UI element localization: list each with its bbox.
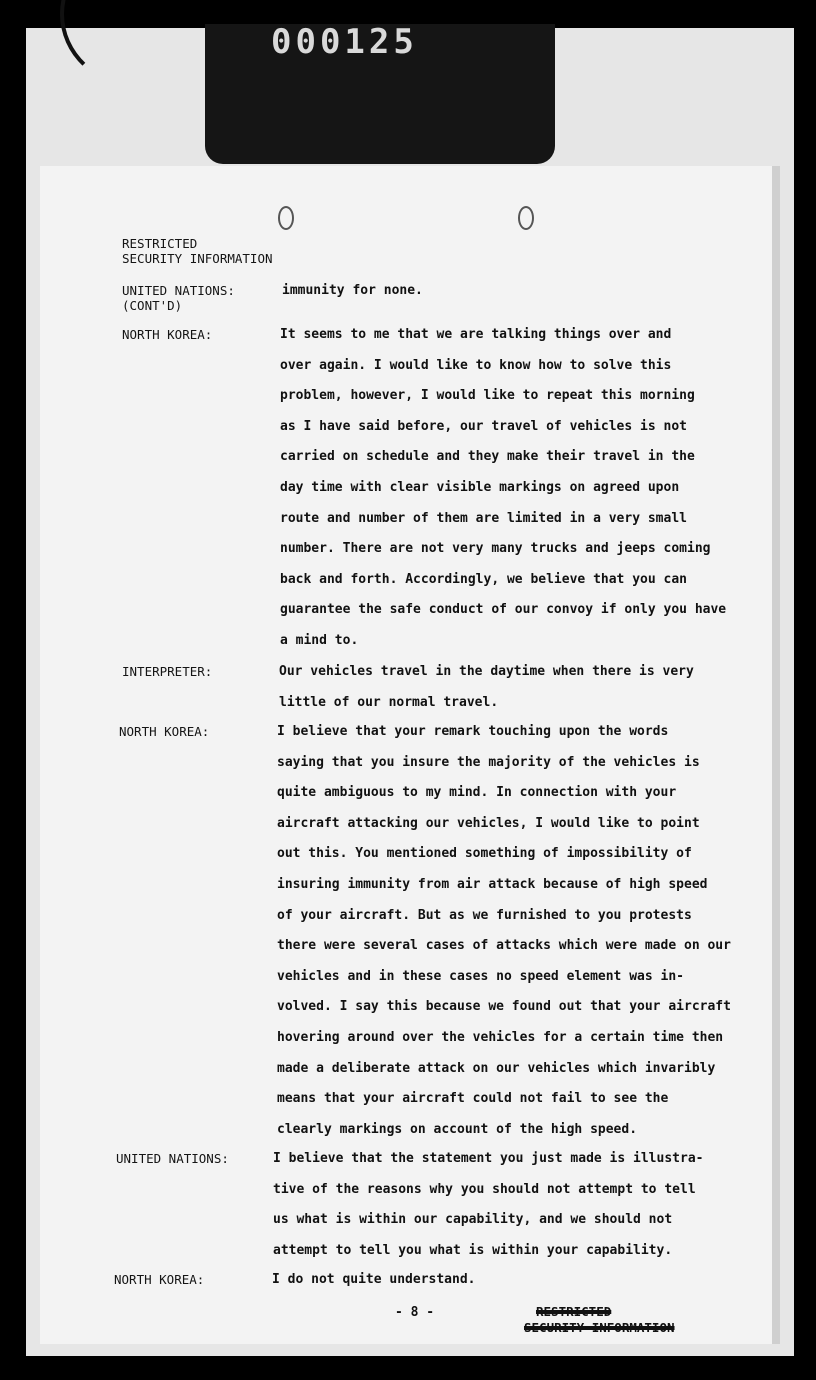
punch-hole-left [278, 206, 294, 230]
transcript-line: I do not quite understand. [272, 1272, 476, 1287]
punch-hole-right [518, 206, 534, 230]
speaker-label: (CONT'D) [122, 298, 183, 313]
transcript-line: hovering around over the vehicles for a certain time then [277, 1030, 724, 1045]
speaker-label: UNITED NATIONS: [122, 283, 235, 298]
transcript-line: I believe that the statement you just made is illustra- [273, 1151, 704, 1166]
transcript-line: insuring immunity from air attack because of high speed [277, 877, 708, 892]
transcript-line: I believe that your remark touching upon the words [277, 724, 669, 739]
counter-clip [205, 24, 555, 164]
transcript-line: attempt to tell you what is within your capability. [273, 1242, 673, 1258]
transcript-line: route and number of them are limited in a very small [280, 510, 687, 526]
transcript-line: clearly markings on account of the high speed. [277, 1121, 638, 1137]
speaker-label: NORTH KOREA: [119, 724, 210, 739]
footer-restricted-struck: RESTRICTED [536, 1304, 612, 1319]
header-restricted: RESTRICTED [122, 236, 198, 251]
speaker-label: INTERPRETER: [122, 664, 213, 679]
transcript-line: aircraft attacking our vehicles, I would like to point [277, 815, 700, 831]
transcript-line: there were several cases of attacks which were made on our [277, 938, 731, 954]
transcript-line: tive of the reasons why you should not attempt to tell [273, 1181, 696, 1197]
transcript-line: means that your aircraft could not fail to see the [277, 1091, 669, 1107]
transcript-line: guarantee the safe conduct of our convoy if only you have [280, 602, 727, 618]
transcript-line: of your aircraft. But as we furnished to you protests [277, 907, 692, 923]
transcript-line: number. There are not very many trucks and jeeps coming [280, 541, 711, 557]
transcript-line: little of our normal travel. [279, 694, 499, 710]
transcript-line: problem, however, I would like to repeat this morning [280, 388, 695, 404]
speaker-label: NORTH KOREA: [114, 1272, 205, 1287]
footer-security-information-struck: SECURITY INFORMATION [524, 1320, 675, 1335]
transcript-line: saying that you insure the majority of the vehicles is [277, 754, 700, 770]
transcript-line: day time with clear visible markings on agreed upon [280, 480, 680, 495]
transcript-line: made a deliberate attack on our vehicles which invaribly [277, 1060, 716, 1076]
transcript-line: back and forth. Accordingly, we believe that you can [280, 571, 687, 587]
transcript-line: as I have said before, our travel of vehicles is not [280, 418, 687, 434]
transcript-line: Our vehicles travel in the daytime when there is very [279, 664, 694, 679]
transcript-line: immunity for none. [282, 283, 423, 298]
transcript-line: volved. I say this because we found out that your aircraft [277, 999, 731, 1015]
transcript-line: quite ambiguous to my mind. In connection with your [277, 785, 677, 801]
transcript-line: It seems to me that we are talking things over and [280, 327, 672, 342]
transcript-line: carried on schedule and they make their travel in the [280, 449, 695, 465]
transcript-line: us what is within our capability, and we should not [273, 1212, 673, 1228]
speaker-label: UNITED NATIONS: [116, 1151, 229, 1166]
header-security-information: SECURITY INFORMATION [122, 251, 273, 266]
frame-counter: 000125 [271, 22, 418, 62]
transcript-line: a mind to. [280, 633, 359, 648]
transcript-line: vehicles and in these cases no speed element was in- [277, 968, 684, 984]
transcript-line: out this. You mentioned something of impossibility of [277, 846, 692, 862]
speaker-label: NORTH KOREA: [122, 327, 213, 342]
transcript-line: over again. I would like to know how to solve this [280, 357, 672, 373]
page-number: - 8 - [395, 1305, 435, 1320]
